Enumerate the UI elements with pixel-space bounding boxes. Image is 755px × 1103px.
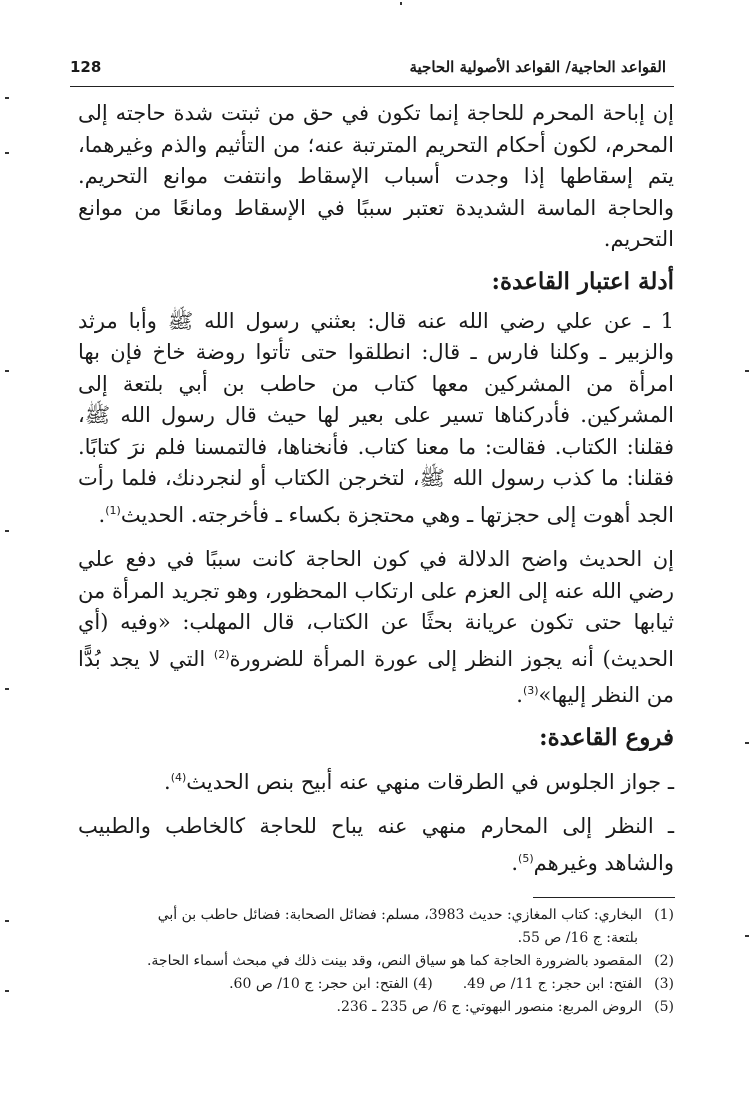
paragraph-explanation bbox=[78, 544, 674, 712]
footnotes bbox=[78, 904, 674, 1019]
footnote-3-text: الفتح: ابن حجر: ج 11/ ص 49. bbox=[462, 976, 642, 992]
footnote-4-text: الفتح: ابن حجر: ج 10/ ص 60. bbox=[229, 976, 409, 992]
scan-mark bbox=[745, 742, 749, 744]
footnote-1 bbox=[78, 904, 674, 927]
section-heading-branches: فروع القاعدة: bbox=[539, 723, 674, 751]
footnote-3-4 bbox=[78, 973, 674, 996]
footnote-ref-5[interactable]: (5) bbox=[518, 851, 534, 865]
footnote-5 bbox=[78, 996, 674, 1019]
explanation-period: . bbox=[516, 683, 523, 707]
scan-mark bbox=[5, 370, 9, 372]
paragraph-intro: إن إباحة المحرم للحاجة إنما تكون في حق من ثبتت شدة حاجته إلى المحرم، لكون أحكام التحريم المترتبة عنه؛ من التأثيم والذم وغيرهما، يتم إسقاطها إذا وجدت أسباب الإسقاط وانتفت موانع التحريم. والحاجة الماسة الشديدة تعتبر سببًا في الإسقاط ومانعًا من موانع التحريم. bbox=[78, 101, 674, 251]
scan-mark bbox=[5, 688, 9, 690]
branch-2-period: . bbox=[511, 850, 519, 875]
scan-mark bbox=[5, 990, 9, 992]
section-heading-evidence: أدلة اعتبار القاعدة: bbox=[491, 267, 674, 295]
paragraph-hadith bbox=[78, 306, 674, 532]
footnote-5-number: (5) bbox=[654, 999, 674, 1015]
branch-1-text: ـ جواز الجلوس في الطرقات منهي عنه أبيح بنص الحديث bbox=[186, 769, 674, 794]
footnote-1-line-1: البخاري: كتاب المغازي: حديث 3983، مسلم: فضائل الصحابة: فضائل حاطب بن أبي bbox=[157, 907, 642, 923]
branch-1-period: . bbox=[164, 769, 171, 794]
page-header bbox=[70, 52, 674, 87]
footnote-3 bbox=[463, 973, 674, 996]
scan-mark bbox=[745, 370, 749, 372]
scan-mark bbox=[5, 530, 9, 532]
hadith-text: 1 ـ عن علي رضي الله عنه قال: بعثني رسول الله ﷺ وأبا مرثد والزبير ـ وكلنا فارس ـ قال: انطلقوا حتى تأتوا روضة خاخ فإن بها امرأة من المشركين معها كتاب من حاطب بن أبي بلتعة إلى المشركين. فأدركناها تسير على بعير لها حيث قال رسول الله ﷺ، فقلنا: الكتاب. فقالت: ما معنا كتاب. فأنخناها، فالتمسنا فلم نرَ كتابًا. فقلنا: ما كذب رسول الله ﷺ، لتخرجن الكتاب أو لنجردنك، فلما رأت الجد أهوت إلى حجزتها ـ وهي محتجزة بكساء ـ فأخرجته. الحديث bbox=[78, 308, 674, 527]
footnote-2-text: المقصود بالضرورة الحاجة كما هو سياق النص، وقد بينت ذلك في مبحث أسماء الحاجة. bbox=[146, 953, 642, 969]
page-number: 128 bbox=[70, 58, 102, 76]
scan-mark bbox=[5, 920, 9, 922]
hadith-period: . bbox=[98, 502, 106, 527]
branch-2-text: ـ النظر إلى المحارم منهي عنه يباح للحاجة كالخاطب والطبيب والشاهد وغيرهم bbox=[78, 814, 674, 875]
footnote-4 bbox=[229, 976, 433, 992]
footnote-5-text: الروض المربع: منصور البهوتي: ج 6/ ص 235 ـ 236. bbox=[336, 999, 642, 1015]
branch-item-1 bbox=[78, 762, 674, 799]
scan-mark bbox=[745, 935, 749, 937]
scan-mark bbox=[5, 152, 9, 154]
explanation-text: إن الحديث واضح الدلالة في كون الحاجة كانت سببًا في دفع علي رضي الله عنه إلى العزم على ارتكاب المحظور، وهو تجريد المرأة من ثيابها حتى تكون عريانة بحثًا عن الكتاب، قال المهلب: «وفيه (أي الحديث) أنه يجوز النظر إلى عورة المرأة للضرورة bbox=[78, 547, 674, 671]
footnote-4-number: (4) bbox=[412, 976, 433, 992]
footnote-ref-2[interactable]: (2) bbox=[213, 647, 230, 661]
branch-item-2 bbox=[78, 811, 674, 879]
footnote-ref-3[interactable]: (3) bbox=[522, 684, 539, 697]
footnote-2-number: (2) bbox=[654, 953, 674, 969]
footnote-divider bbox=[533, 897, 675, 898]
footnote-3-number: (3) bbox=[654, 976, 674, 992]
footnote-1-number: (1) bbox=[654, 907, 674, 923]
scan-mark bbox=[400, 2, 402, 5]
footnote-2 bbox=[78, 950, 674, 973]
page-body bbox=[78, 98, 674, 879]
footnote-ref-4[interactable]: (4) bbox=[170, 770, 187, 784]
running-title: القواعد الحاجية/ القواعد الأصولية الحاجية bbox=[409, 58, 666, 76]
explanation-continued: التي لا يجد بُدًّا من النظر إليها» bbox=[78, 646, 674, 707]
footnote-ref-1[interactable]: (1) bbox=[105, 503, 121, 517]
scan-mark bbox=[5, 97, 9, 99]
footnote-1-continued: بلتعة: ج 16/ ص 55. bbox=[517, 930, 638, 946]
